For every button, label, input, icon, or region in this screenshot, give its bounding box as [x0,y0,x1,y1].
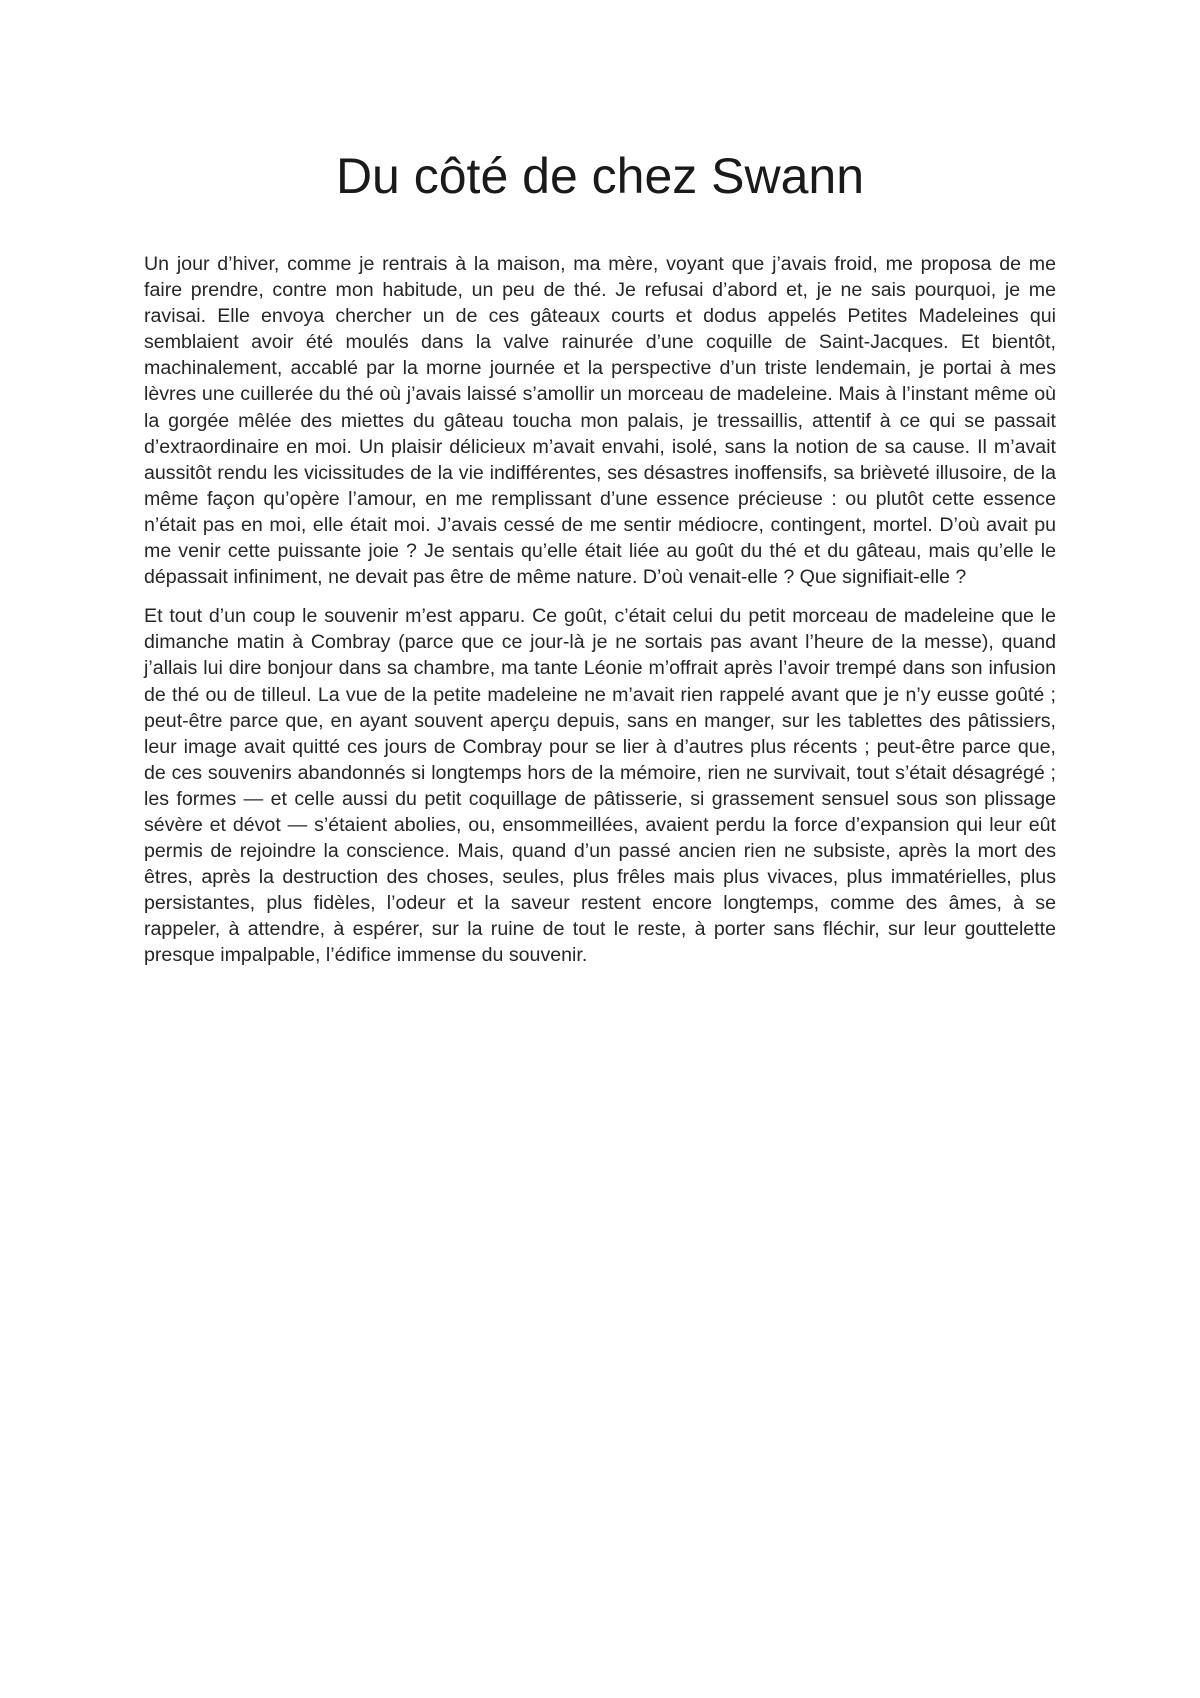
paragraph-1: Un jour d’hiver, comme je rentrais à la maison, ma mère, voyant que j’avais froid, me proposa de me faire prendre, contre mon habitude, un peu de thé. Je refusai d’abord et, je ne sais pourquoi, je me ravisai. Elle envoya chercher un de ces gâteaux courts et dodus appelés Petites Madeleines qui semblaient avoir été moulés dans la valve rainurée d’une coquille de Saint-Jacques. Et bientôt, machinalement, accablé par la morne journée et la perspective d’un triste lendemain, je portai à mes lèvres une cuillerée du thé où j’avais laissé s’amollir un morceau de madeleine. Mais à l’instant même où la gorgée mêlée des miettes du gâteau toucha mon palais, je tressaillis, attentif à ce qui se passait d’extraordinaire en moi. Un plaisir délicieux m’avait envahi, isolé, sans la notion de sa cause. Il m’avait aussitôt rendu les vicissitudes de la vie indifférentes, ses désastres inoffensifs, sa brièveté illusoire, de la même façon qu’opère l’amour, en me remplissant d’une essence précieuse : ou plutôt cette essence n’était pas en moi, elle était moi. J’avais cessé de me sentir médiocre, contingent, mortel. D’où avait pu me venir cette puissante joie ? Je sentais qu’elle était liée au goût du thé et du gâteau, mais qu’elle le dépassait infiniment, ne devait pas être de même nature. D’où venait-elle ? Que signifiait-elle ? [144,253,1056,589]
document-title: Du côté de chez Swann [335,148,865,204]
paragraph-2: Et tout d’un coup le souvenir m’est apparu. Ce goût, c’était celui du petit morceau de madeleine que le dimanche matin à Combray (parce que ce jour-là je ne sortais pas avant l’heure de la messe), quand j’allais lui dire bonjour dans sa chambre, ma tante Léonie m’offrait après l’avoir trempé dans son infusion de thé ou de tilleul. La vue de la petite madeleine ne m’avait rien rappelé avant que je n’y eusse goûté ; peut-être parce que, en ayant souvent aperçu depuis, sans en manger, sur les tablettes des pâtissiers, leur image avait quitté ces jours de Combray pour se lier à d’autres plus récents ; peut-être parce que, de ces souvenirs abandonnés si longtemps hors de la mémoire, rien ne survivait, tout s’était désagrégé ; les formes — et celle aussi du petit coquillage de pâtisserie, si grassement sensuel sous son plissage sévère et dévot — s’étaient abolies, ou, ensommeillées, avaient perdu la force d’expansion qui leur eût permis de rejoindre la conscience. Mais, quand d’un passé ancien rien ne subsiste, après la mort des êtres, après la destruction des choses, seules, plus frêles mais plus vivaces, plus immatérielles, plus persistantes, plus fidèles, l’odeur et la saveur restent encore longtemps, comme des âmes, à se rappeler, à attendre, à espérer, sur la ruine de tout le reste, à porter sans fléchir, sur leur gouttelette presque impalpable, l’édifice immense du souvenir. [144,605,1056,967]
document-body [144,251,1056,982]
